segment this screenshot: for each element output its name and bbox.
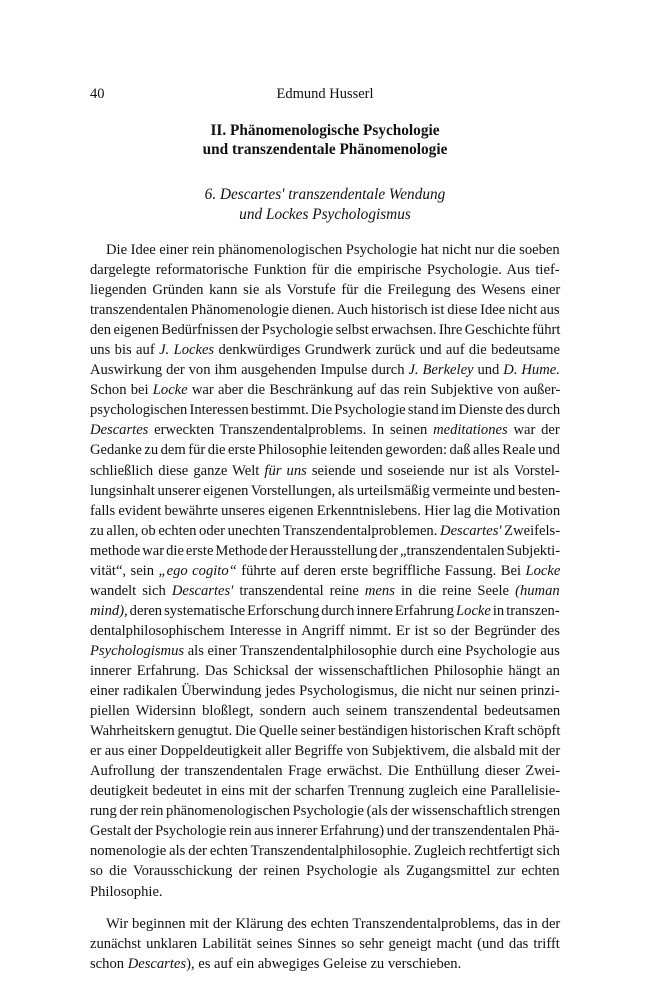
text-segment: innerer Erfahrung. Das Schicksal der wissenschaftlichen Philosophie hängt an [90, 662, 560, 679]
text-line [90, 541, 560, 561]
text-segment: wandelt sich [90, 582, 172, 599]
text-line [90, 601, 560, 621]
body-text [90, 240, 560, 974]
text-line [90, 340, 560, 360]
text-segment: Gedanke zu dem für die erste Philosophie leitenden geworden: daß alles Reale und [90, 442, 560, 459]
text-line [90, 461, 560, 481]
italic-text: „ego cogito“ [158, 562, 237, 579]
italic-text: mens [364, 582, 395, 599]
text-segment: schon [90, 955, 128, 972]
text-segment: Gestalt der Psychologie rein aus innerer Erfahrung) und der transzendentalen Phä- [90, 823, 560, 840]
text-segment: transzendentalen Phänomenologie dienen. Auch historisch ist diese Idee nicht aus [90, 302, 560, 319]
text-segment: Philosophie. [90, 883, 163, 900]
text-line [90, 701, 560, 721]
section-title-line: und Lockes Psychologismus [239, 205, 411, 223]
italic-text: Psychologismus [90, 642, 185, 659]
text-segment: zu allen, ob echten oder unechten Transzendentalproblemen. [90, 522, 441, 539]
text-segment: rung der rein phänomenologischen Psychologie (als der wissenschaftlich strengen [90, 803, 561, 820]
text-line [90, 934, 560, 954]
text-line [90, 501, 560, 521]
text-line [106, 240, 560, 260]
italic-text: Descartes [90, 422, 149, 439]
text-segment: seiende und soseiende nur ist als Vorstel- [306, 462, 560, 479]
text-line [90, 481, 560, 501]
text-line [106, 914, 560, 934]
text-line [90, 581, 560, 601]
italic-text: Descartes' [171, 582, 234, 599]
text-segment: Schon bei [90, 382, 153, 399]
text-segment: Wahrheitskern genugtut. Die Quelle seiner beständigen historischen Kraft schöpft [90, 723, 561, 740]
text-segment: vität“, sein [90, 562, 159, 579]
text-line [90, 320, 560, 340]
text-segment: führte auf deren erste begriffliche Fassung. Bei [236, 562, 526, 579]
chapter-title [90, 121, 560, 159]
text-line [90, 761, 560, 781]
text-line [90, 861, 560, 881]
text-line [90, 400, 560, 420]
italic-text: Locke [525, 562, 561, 579]
text-segment: einer radikalen Überwindung jedes Psychologismus, die nicht nur seinen prinzi- [90, 683, 560, 700]
text-line [90, 954, 560, 974]
text-segment: Zweifels- [501, 522, 561, 539]
italic-text: meditationes [433, 422, 508, 439]
text-segment: so die Vorausschickung der reinen Psychologie als Zugangsmittel zur echten [90, 863, 560, 880]
text-line [90, 380, 560, 400]
section-title-line: 6. Descartes' transzendentale Wendung [204, 186, 446, 203]
text-segment: war aber die Beschränkung auf das rein Subjektive von außer- [187, 382, 561, 399]
text-segment: und [473, 362, 504, 379]
text-line [90, 360, 560, 380]
paragraph [90, 240, 560, 902]
text-line [90, 440, 560, 460]
text-segment: zunächst unklaren Labilität seines Sinnes so sehr geneigt macht (und das trifft [90, 935, 560, 952]
text-segment: Auswirkung der von ihm ausgehenden Impulse durch [90, 362, 409, 379]
text-segment: erweckten Transzendentalproblems. In seinen [148, 422, 434, 439]
text-segment: denkwürdiges Grundwerk zurück und auf die bedeutsame [214, 342, 561, 359]
chapter-title-line: und transzendentale Phänomenologie [202, 141, 448, 158]
text-segment: dentalphilosophischem Interesse in Angriff nimmt. Er ist so der Begründer des [90, 622, 560, 639]
text-segment: Aufrollung der transzendentalen Frage erwächst. Die Enthüllung dieser Zwei- [90, 763, 561, 780]
text-segment: piellen Widersinn bloßlegt, sondern auch seinem transzendental bedeutsamen [90, 703, 561, 720]
text-segment: transzendental reine [233, 582, 365, 599]
text-line [90, 521, 560, 541]
italic-text: Locke [152, 382, 188, 399]
text-segment: in die reine Seele [394, 582, 516, 599]
text-segment: ), es auf ein abwegiges Geleise zu verschieben. [186, 955, 462, 972]
text-line [90, 681, 560, 701]
text-line [90, 260, 560, 280]
text-line [90, 661, 560, 681]
text-segment: psychologischen Interessen bestimmt. Die Psychologie stand im Dienste des durch [90, 402, 561, 419]
text-line [90, 300, 560, 320]
text-segment: in transzen- [490, 602, 560, 619]
italic-text: D. Hume. [503, 362, 560, 379]
text-segment: methode war die erste Methode der Herausstellung der „transzendentalen Subjekti- [90, 542, 561, 559]
text-segment: Wir beginnen mit der Klärung des echten Transzendentalproblems, das in der [106, 915, 561, 932]
italic-text: Descartes [127, 955, 187, 972]
paragraph [90, 914, 560, 974]
text-segment: uns bis auf [90, 342, 160, 359]
text-segment: als einer Transzendentalphilosophie durch eine Psychologie aus [184, 642, 560, 659]
text-segment: er aus einer Doppeldeutigkeit aller Begriffe von Subjektivem, die alsbald mit der [90, 743, 561, 760]
text-line [90, 882, 560, 902]
text-line [90, 641, 560, 661]
chapter-title-line: II. Phänomenologische Psychologie [210, 122, 440, 139]
page-header [90, 86, 560, 106]
italic-text: für uns [264, 462, 307, 479]
text-line [90, 420, 560, 440]
text-segment: lungsinhalt unserer eigenen Vorstellungen, als urteilsmäßig vermeinte und besten- [90, 482, 561, 499]
text-segment: den eigenen Bedürfnissen der Psychologie selbst erwachsen. Ihre Geschichte führt [90, 322, 561, 339]
page-number: 40 [90, 86, 105, 102]
text-line [90, 821, 560, 841]
italic-text: Locke [456, 602, 491, 619]
text-line [90, 801, 560, 821]
italic-text: J. Berkeley [408, 362, 474, 379]
text-segment: liegenden Gründen kann sie als Vorstufe für die Freilegung des Wesens einer [90, 282, 561, 299]
text-segment: dargelegte reformatorische Funktion für die empirische Psychologie. Aus tief- [90, 262, 560, 279]
text-line [90, 280, 560, 300]
text-segment: war der [507, 422, 560, 439]
text-line [90, 721, 560, 741]
text-segment: deren systematische Erforschung durch innere Erfahrung [127, 602, 457, 619]
text-segment: Die Idee einer rein phänomenologischen Psychologie hat nicht nur die soeben [106, 242, 560, 258]
text-segment: nomenologie als der echten Transzendentalphilosophie. Zugleich rechtfertigt sich [90, 843, 560, 860]
running-head: Edmund Husserl [276, 86, 374, 102]
text-segment: deutigkeit bedeutet in eins mit der scharfen Trennung zugleich eine Parallelisie- [90, 783, 561, 800]
text-line [90, 841, 560, 861]
italic-text: J. Lockes [159, 342, 215, 359]
text-line [90, 741, 560, 761]
text-segment: schließlich diese ganze Welt [90, 462, 265, 479]
italic-text: Descartes' [440, 522, 502, 539]
text-line [90, 621, 560, 641]
italic-text: mind), [90, 602, 128, 619]
section-title [90, 185, 560, 224]
text-line [90, 781, 560, 801]
text-line [90, 561, 560, 581]
text-segment: falls evident bewährte unseres eigenen Erkenntnislebens. Hier lag die Motivation [90, 502, 561, 519]
italic-text: (human [515, 582, 560, 599]
